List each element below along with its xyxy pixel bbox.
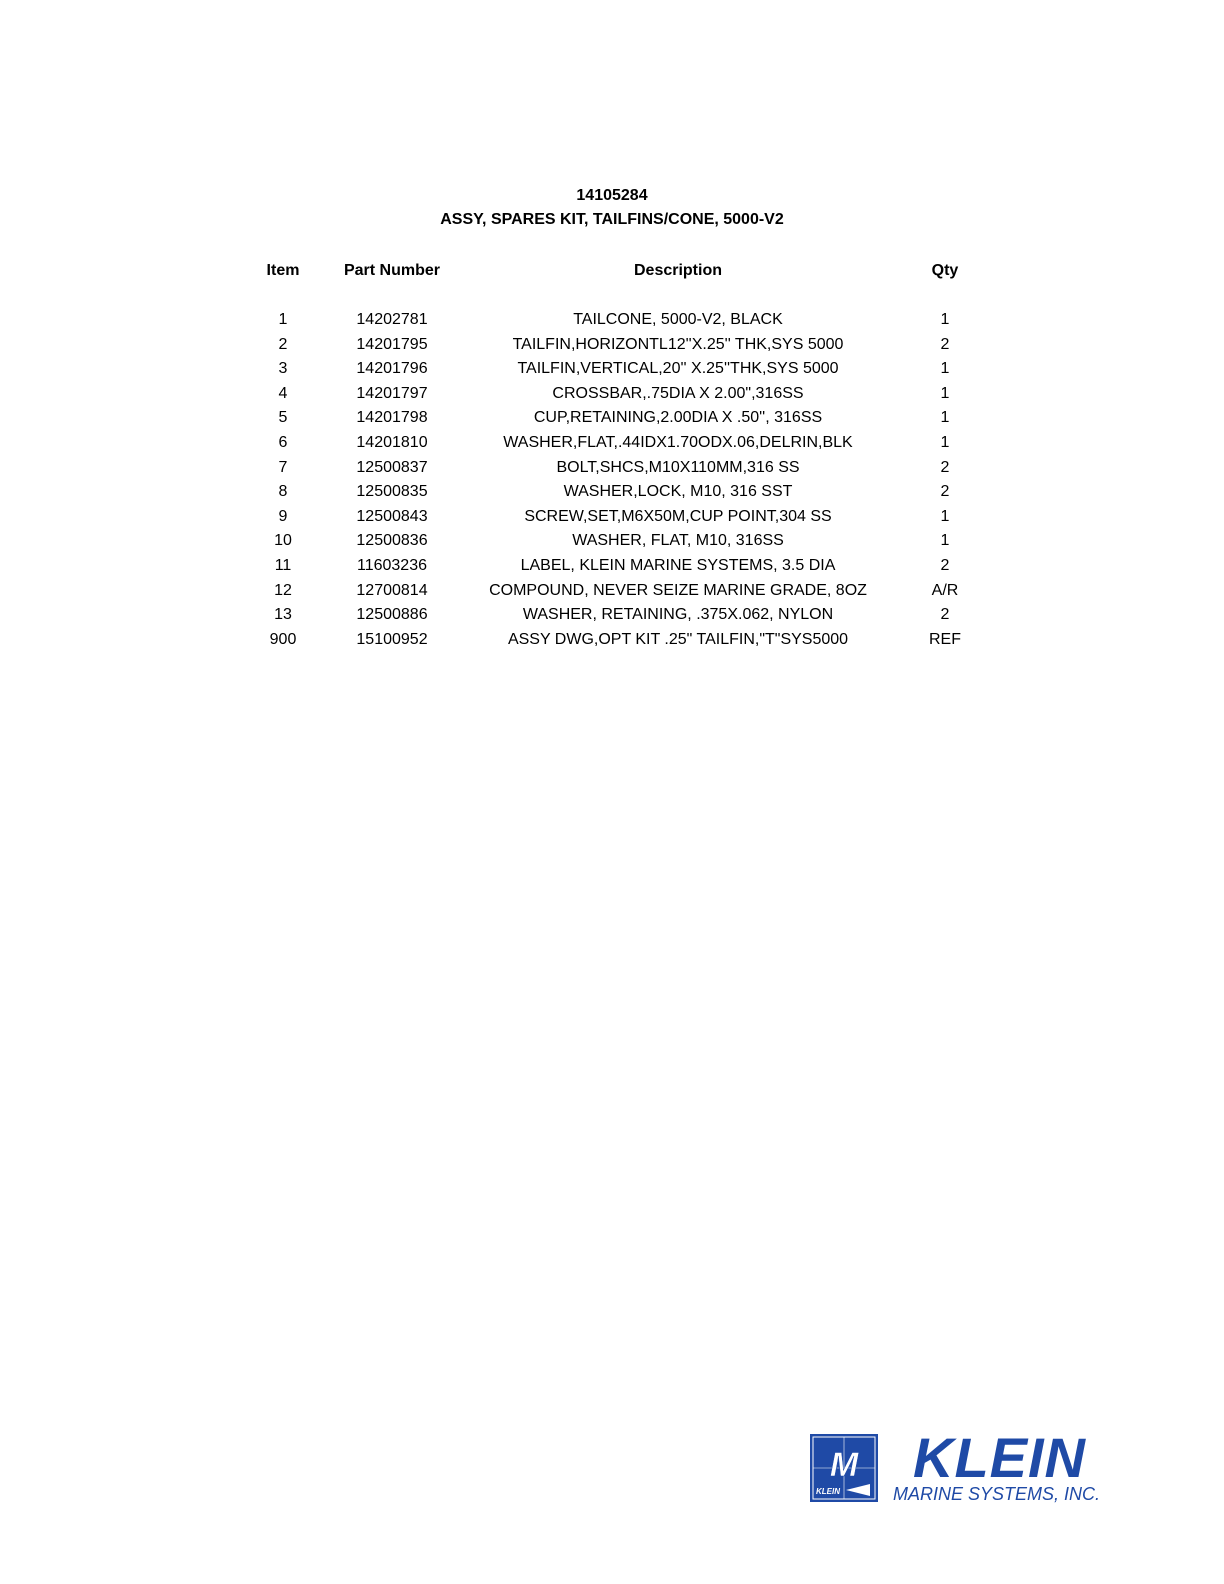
cell-description: TAILFIN,HORIZONTL12''X.25'' THK,SYS 5000 [512,335,844,353]
cell-qty: 1 [940,384,950,402]
cell-qty: 1 [940,311,950,328]
cell-item: 5 [278,409,288,427]
cell-part-number: 14201795 [356,335,428,353]
cell-item: 11 [274,557,292,574]
cell-item: 4 [278,384,288,402]
cell-item: 1 [278,311,288,328]
cell-item: 8 [278,483,288,501]
cell-qty: 1 [940,360,950,378]
cell-part-number: 11603236 [357,557,427,574]
logo-subtitle: MARINE SYSTEMS, INC. [893,1484,1101,1504]
cell-part-number: 12500835 [356,483,428,501]
cell-description: ASSY DWG,OPT KIT .25" TAILFIN,"T"SYS5000 [507,630,849,648]
cell-part-number: 14201810 [356,434,428,451]
document-title: ASSY, SPARES KIT, TAILFINS/CONE, 5000-V2 [440,211,784,228]
cell-qty: 2 [940,606,950,624]
cell-part-number: 12500843 [356,507,428,525]
cell-qty: 2 [940,483,950,501]
cell-description: LABEL, KLEIN MARINE SYSTEMS, 3.5 DIA [520,557,836,574]
cell-description: COMPOUND, NEVER SEIZE MARINE GRADE, 8OZ [489,581,867,599]
klein-logo-mark-icon [810,1434,878,1502]
cell-qty: 1 [940,434,950,451]
cell-description: CROSSBAR,.75DIA X 2.00",316SS [552,384,804,402]
cell-part-number: 14201797 [356,384,428,402]
cell-description: TAILCONE, 5000-V2, BLACK [573,311,783,328]
cell-qty: A/R [931,581,959,599]
cell-item: 7 [278,458,288,476]
cell-item: 12 [274,581,292,599]
header-item: Item [266,262,300,279]
klein-logo [810,1426,1110,1506]
cell-description: WASHER,FLAT,.44IDX1.70ODX.06,DELRIN,BLK [503,434,853,451]
cell-qty: 2 [940,557,950,574]
cell-qty: REF [929,630,961,648]
cell-part-number: 14201798 [356,409,428,427]
cell-description: WASHER,LOCK, M10, 316 SST [563,483,793,501]
cell-part-number: 15100952 [356,630,428,648]
cell-part-number: 12500836 [356,532,428,550]
cell-qty: 2 [940,335,950,353]
cell-description: WASHER, FLAT, M10, 316SS [572,532,784,550]
cell-qty: 1 [940,507,950,525]
cell-description: WASHER, RETAINING, .375X.062, NYLON [522,606,834,624]
cell-description: CUP,RETAINING,2.00DIA X .50'', 316SS [533,409,823,427]
cell-description: SCREW,SET,M6X50M,CUP POINT,304 SS [524,507,832,525]
header-description: Description [633,262,722,279]
cell-description: TAILFIN,VERTICAL,20'' X.25''THK,SYS 5000 [517,360,839,378]
cell-part-number: 14201796 [356,360,428,378]
cell-description: BOLT,SHCS,M10X110MM,316 SS [556,458,800,476]
document-number: 14105284 [576,187,648,204]
cell-item: 13 [274,606,292,624]
cell-qty: 1 [940,532,950,550]
cell-item: 2 [278,335,288,353]
logo-mark-caption: KLEIN [816,1487,840,1496]
cell-item: 9 [278,507,288,525]
cell-item: 900 [269,630,297,648]
cell-item: 3 [278,360,288,378]
cell-part-number: 12500837 [356,458,428,476]
logo-brand: KLEIN [913,1426,1086,1489]
cell-part-number: 12700814 [356,581,428,599]
cell-item: 6 [278,434,288,451]
cell-item: 10 [274,532,292,550]
cell-qty: 2 [940,458,950,476]
logo-mark-letter: M [829,1446,859,1484]
cell-part-number: 14202781 [356,311,428,328]
header-part-number: Part Number [343,262,441,279]
cell-part-number: 12500886 [356,606,428,624]
cell-qty: 1 [940,409,950,427]
header-qty: Qty [931,262,959,279]
